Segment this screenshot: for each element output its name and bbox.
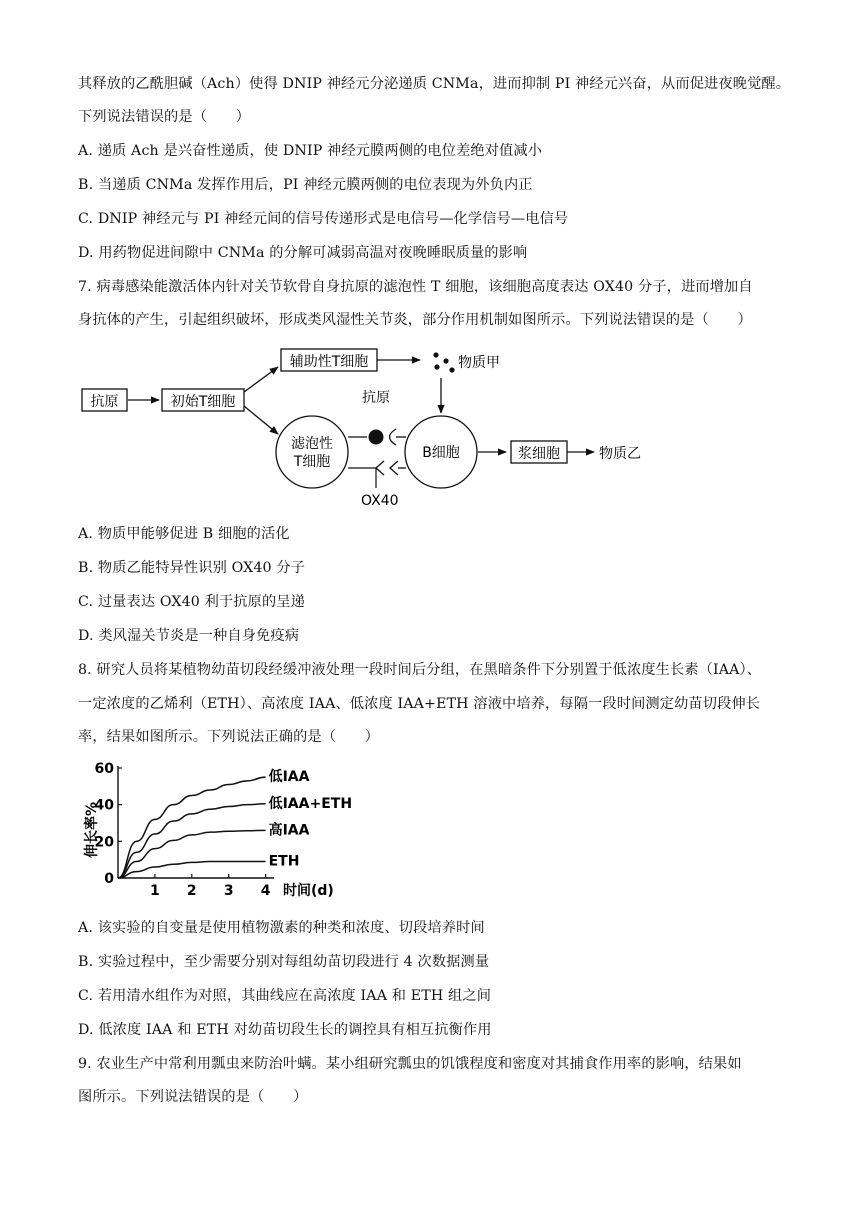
q8-stem-line2: 一定浓度的乙烯利（ETH）、高浓度 IAA、低浓度 IAA+ETH 溶液中培养，每隔一段时间测定幼苗切段伸长	[78, 696, 761, 712]
y-tick-label: 20	[94, 834, 114, 851]
ox40-ligand	[390, 461, 398, 475]
follicular-t-cell	[276, 416, 348, 488]
q7-stem-line2: 身抗体的产生，引起组织破坏，形成类风湿性关节炎，部分作用机制如图所示。下列说法错误的是（ ）	[78, 312, 752, 328]
helper-t-label: 辅助性T细胞	[289, 354, 369, 370]
q8-option-a: A. 该实验的自变量是使用植物激素的种类和浓度、切段培养时间	[78, 920, 485, 936]
ox40-label: OX40	[361, 493, 399, 509]
q8-option-b: B. 实验过程中，至少需要分别对每组幼苗切段进行 4 次数据测量	[78, 954, 490, 970]
series-label-4: ETH	[268, 853, 300, 870]
naive-t-label: 初始T细胞	[170, 394, 236, 410]
substance-a-dots	[433, 352, 454, 372]
x-axis-label: 时间(d)	[283, 883, 334, 899]
b-cell-receptor	[390, 429, 397, 445]
q7-option-b: B. 物质乙能特异性识别 OX40 分子	[78, 560, 306, 576]
antigen-box-label: 抗原	[90, 394, 119, 410]
q6-option-c: C. DNIP 神经元与 PI 神经元间的信号传递形式是电信号—化学信号—电信号	[78, 211, 569, 227]
plasma-cell-label: 浆细胞	[518, 446, 560, 462]
substance-b-label: 物质乙	[599, 446, 641, 462]
y-tick-label: 60	[94, 761, 114, 777]
series-line-2	[118, 804, 266, 878]
series-label-2: 低IAA+ETH	[268, 795, 353, 812]
series-label-1: 低IAA	[268, 769, 310, 786]
q7-option-c: C. 过量表达 OX40 利于抗原的呈递	[78, 594, 305, 610]
q7-option-d: D. 类风湿关节炎是一种自身免疫病	[78, 628, 300, 644]
q8-option-d: D. 低浓度 IAA 和 ETH 对幼苗切段生长的调控具有相互抗衡作用	[78, 1022, 492, 1038]
antigen-label: 抗原	[362, 390, 390, 406]
x-tick-label: 4	[260, 883, 271, 899]
b-cell-label: B细胞	[422, 445, 460, 461]
substance-a-label: 物质甲	[458, 355, 500, 371]
q6-option-b: B. 当递质 CNMa 发挥作用后，PI 神经元膜两侧的电位表现为外负内正	[78, 177, 533, 193]
antigen-dot	[369, 430, 384, 445]
q6-stem-line1: 其释放的乙酰胆碱（Ach）使得 DNIP 神经元分泌递质 CNMa，进而抑制 PI 神经元兴奋，从而促进夜晚觉醒。	[78, 76, 791, 92]
arrow-naive-to-follicular	[244, 406, 278, 434]
q9-stem-line1: 9. 农业生产中常利用瓢虫来防治叶螨。某小组研究瓢虫的饥饿程度和密度对其捕食作用率的影响，结果如	[78, 1056, 742, 1072]
follicular-t-label-1: 滤泡性	[291, 436, 333, 452]
y-tick-label: 0	[104, 871, 114, 887]
ox40-molecule	[376, 461, 384, 475]
q9-stem-line2: 图所示。下列说法错误的是（ ）	[78, 1089, 308, 1105]
arrow-naive-to-helper	[244, 367, 278, 392]
x-tick-label: 3	[223, 883, 234, 899]
q6-option-a: A. 递质 Ach 是兴奋性递质，使 DNIP 神经元膜两侧的电位差绝对值减小	[78, 143, 543, 159]
series-label-3: 高IAA	[268, 822, 310, 839]
q8-option-c: C. 若用清水组作为对照，其曲线应在高浓度 IAA 和 ETH 组之间	[78, 988, 492, 1004]
x-tick-label: 1	[150, 883, 160, 899]
q6-stem-line2: 下列说法错误的是（ ）	[78, 109, 251, 125]
elongation-chart	[74, 758, 374, 908]
y-axis-label: 伸长率%	[84, 801, 100, 859]
q6-option-d: D. 用药物促进间隙中 CNMa 的分解可减弱高温对夜晚睡眠质量的影响	[78, 245, 528, 261]
q8-stem-line1: 8. 研究人员将某植物幼苗切段经缓冲液处理一段时间后分组，在黑暗条件下分别置于低浓度生长素（IAA）、	[78, 662, 762, 678]
follicular-t-label-2: T细胞	[293, 454, 331, 470]
y-tick-label: 40	[94, 797, 114, 814]
q7-stem-line1: 7. 病毒感染能激活体内针对关节软骨自身抗原的滤泡性 T 细胞，该细胞高度表达 OX40 分子，进而增加自	[78, 279, 753, 295]
x-tick-label: 2	[186, 883, 197, 899]
q7-option-a: A. 物质甲能够促进 B 细胞的活化	[78, 526, 290, 542]
q8-stem-line3: 率，结果如图所示。下列说法正确的是（ ）	[78, 729, 380, 745]
immune-mechanism-diagram	[70, 340, 670, 515]
